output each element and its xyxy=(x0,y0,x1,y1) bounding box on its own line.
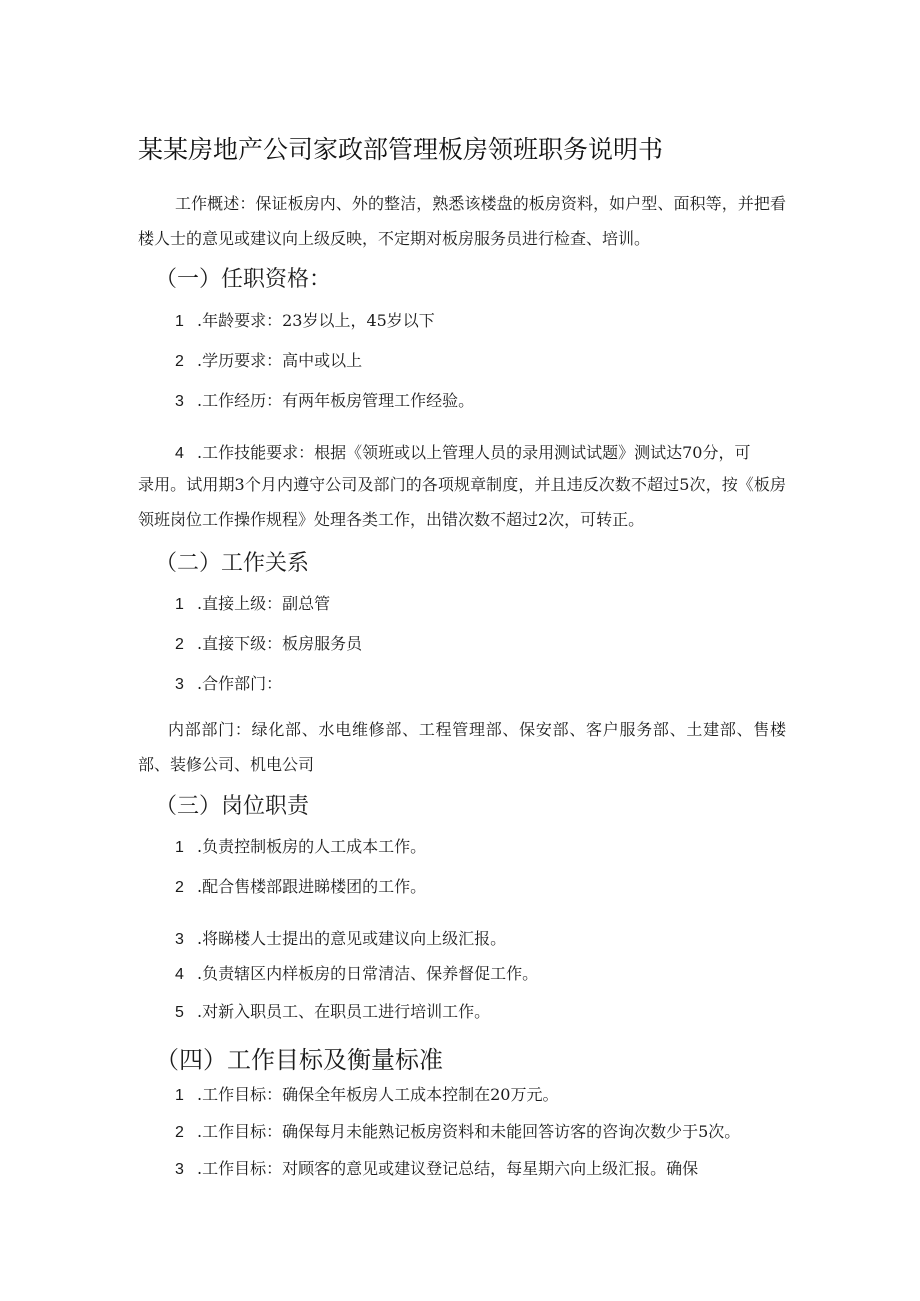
item-text: .直接上级：副总管 xyxy=(197,594,331,613)
item-text: .工作目标：对顾客的意见或建议登记总结，每星期六向上级汇报。确保 xyxy=(197,1159,699,1178)
list-item xyxy=(175,926,506,949)
section-heading-targets: （四）工作目标及衡量标准 xyxy=(155,1046,443,1074)
item-text: .配合售楼部跟进睇楼团的工作。 xyxy=(197,877,427,896)
item-number: 3 xyxy=(175,393,184,410)
list-item xyxy=(175,999,490,1022)
section-heading-qualifications: （一）任职资格： xyxy=(155,267,332,292)
item-text: .对新入职员工、在职员工进行培训工作。 xyxy=(197,1002,491,1021)
overview-paragraph: 工作概述：保证板房内、外的整洁，熟悉该楼盘的板房资料，如户型、面积等，并把看楼人士的意见或建议向上级反映，不定期对板房服务员进行检查、培训。 xyxy=(138,194,786,248)
item-number: 3 xyxy=(175,1161,184,1178)
list-item xyxy=(175,834,426,857)
item-text: .工作经历：有两年板房管理工作经验。 xyxy=(197,391,475,410)
list-item xyxy=(175,308,435,331)
item-text: .工作技能要求：根据《领班或以上管理人员的录用测试试题》测试达70分，可 xyxy=(197,443,751,462)
item-text: .将睇楼人士提出的意见或建议向上级汇报。 xyxy=(197,929,507,948)
item-number: 2 xyxy=(175,353,184,370)
item-continuation-paragraph: 录用。试用期3个月内遵守公司及部门的各项规章制度，并且违反次数不超过5次，按《板房领班岗位工作操作规程》处理各类工作，出错次数不超过2次，可转正。 xyxy=(138,475,786,529)
list-item xyxy=(175,348,362,371)
list-item xyxy=(175,591,330,614)
item-number: 1 xyxy=(175,839,184,856)
list-item xyxy=(175,671,282,694)
item-number: 1 xyxy=(175,313,184,330)
internal-departments-paragraph: 内部部门：绿化部、水电维修部、工程管理部、保安部、客户服务部、土建部、售楼部、装修公司、机电公司 xyxy=(138,720,786,774)
list-item xyxy=(175,874,426,897)
list-item xyxy=(175,440,750,463)
item-number: 2 xyxy=(175,1124,184,1141)
list-item xyxy=(175,961,538,984)
list-item xyxy=(175,1156,698,1179)
item-number: 3 xyxy=(175,676,184,693)
item-number: 5 xyxy=(175,1004,184,1021)
item-number: 2 xyxy=(175,636,184,653)
list-item xyxy=(175,388,474,411)
item-text: .合作部门： xyxy=(197,674,283,693)
item-text: .负责控制板房的人工成本工作。 xyxy=(197,837,427,856)
list-item xyxy=(175,631,362,654)
item-number: 3 xyxy=(175,931,184,948)
section-heading-relations: （二）工作关系 xyxy=(155,551,310,576)
item-number: 2 xyxy=(175,879,184,896)
item-text: .工作目标：确保全年板房人工成本控制在20万元。 xyxy=(197,1085,559,1104)
page-title: 某某房地产公司家政部管理板房领班职务说明书 xyxy=(138,135,664,164)
list-item xyxy=(175,1082,558,1105)
item-text: .负责辖区内样板房的日常清洁、保养督促工作。 xyxy=(197,964,539,983)
item-text: .直接下级：板房服务员 xyxy=(197,634,363,653)
item-text: .学历要求：高中或以上 xyxy=(197,351,363,370)
item-number: 1 xyxy=(175,596,184,613)
item-number: 1 xyxy=(175,1087,184,1104)
item-number: 4 xyxy=(175,966,184,983)
list-item xyxy=(175,1119,740,1142)
item-text: .年龄要求：23岁以上，45岁以下 xyxy=(197,311,435,330)
item-text: .工作目标：确保每月未能熟记板房资料和未能回答访客的咨询次数少于5次。 xyxy=(197,1122,741,1141)
section-heading-duties: （三）岗位职责 xyxy=(155,794,310,819)
item-number: 4 xyxy=(175,445,184,462)
